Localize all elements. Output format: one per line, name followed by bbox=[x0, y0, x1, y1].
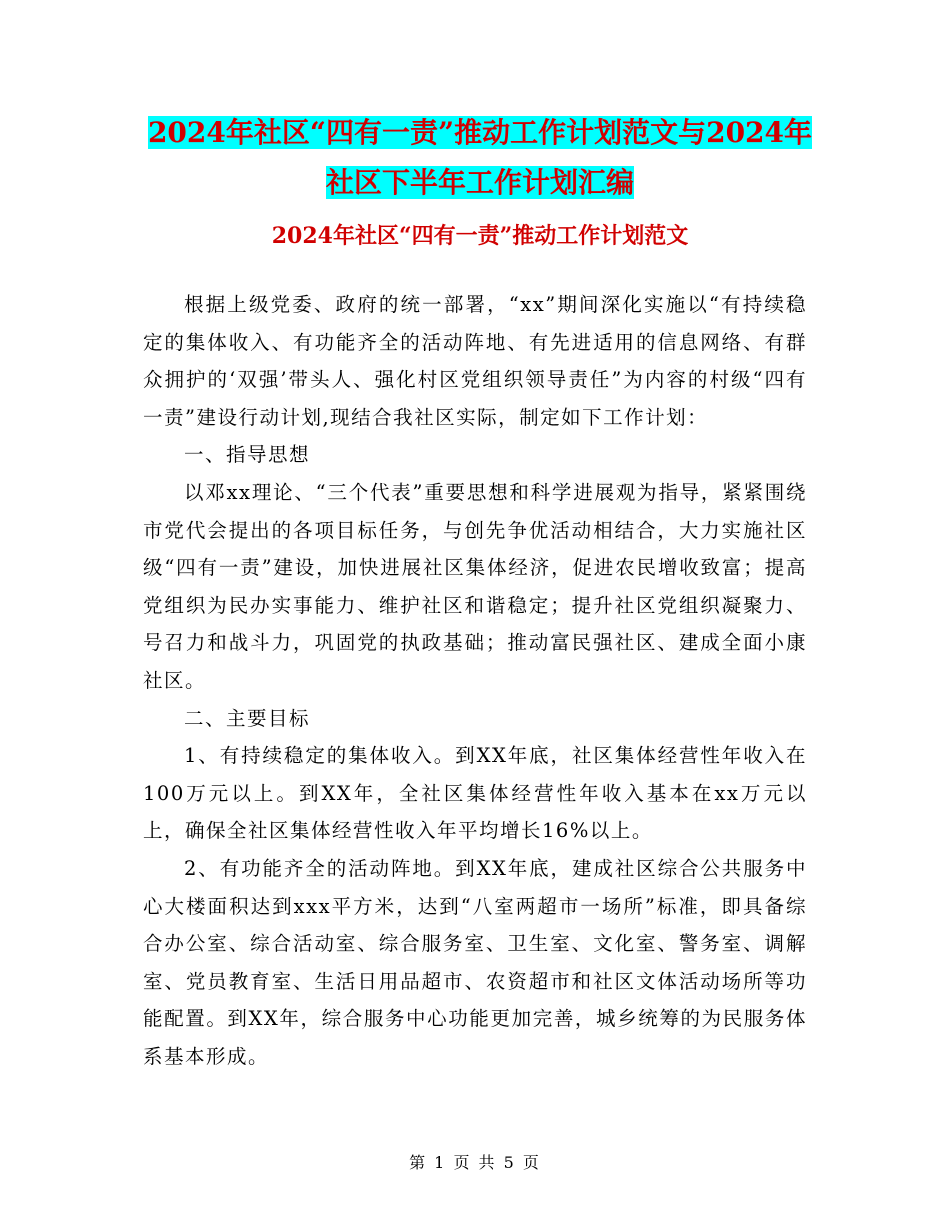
paragraph-goal-2: 2、有功能齐全的活动阵地。到XX年底，建成社区综合公共服务中心大楼面积达到xxx平方米，达到“八室两超市一场所”标准，即具备综合办公室、综合活动室、综合服务室、卫生室、文化室、警务室、调解室、党员教育室、生活日用品超市、农资超市和社区文体活动场所等功能配置。到XX年，综合服务中心功能更加完善，城乡统筹的为民服务体系基本形成。 bbox=[143, 856, 807, 1068]
paragraph-intro: 根据上级党委、政府的统一部署，“xx”期间深化实施以“有持续稳定的集体收入、有功能齐全的活动阵地、有先进适用的信息网络、有群众拥护的‘双强’带头人、强化村区党组织领导责任”为内容的村级“四有一责”建设行动计划,现结合我社区实际，制定如下工作计划： bbox=[143, 293, 807, 429]
heading-guiding-ideology: 一、指导思想 bbox=[184, 443, 311, 467]
heading-main-goals: 二、主要目标 bbox=[184, 706, 311, 730]
document-body bbox=[143, 286, 807, 1075]
main-title bbox=[140, 108, 820, 208]
main-title-line1: 2024年社区“四有一责”推动工作计划范文与2024年 bbox=[147, 116, 813, 149]
main-title-line2: 社区下半年工作计划汇编 bbox=[325, 166, 634, 199]
section-title: 2024年社区“四有一责”推动工作计划范文 bbox=[271, 223, 689, 249]
page-footer: 第 1 页 共 5 页 bbox=[409, 1153, 541, 1172]
paragraph-guiding-ideology: 以邓xx理论、“三个代表”重要思想和科学进展观为指导，紧紧围绕市党代会提出的各项目标任务，与创先争优活动相结合，大力实施社区级“四有一责”建设，加快进展社区集体经济，促进农民增收致富；提高党组织为民办实事能力、维护社区和谐稳定；提升社区党组织凝聚力、号召力和战斗力，巩固党的执政基础；推动富民强社区、建成全面小康社区。 bbox=[143, 480, 807, 692]
paragraph-goal-1: 1、有持续稳定的集体收入。到XX年底，社区集体经营性年收入在100万元以上。到XX年，全社区集体经营性年收入基本在xx万元以上，确保全社区集体经营性收入年平均增长16%以上。 bbox=[143, 744, 807, 843]
